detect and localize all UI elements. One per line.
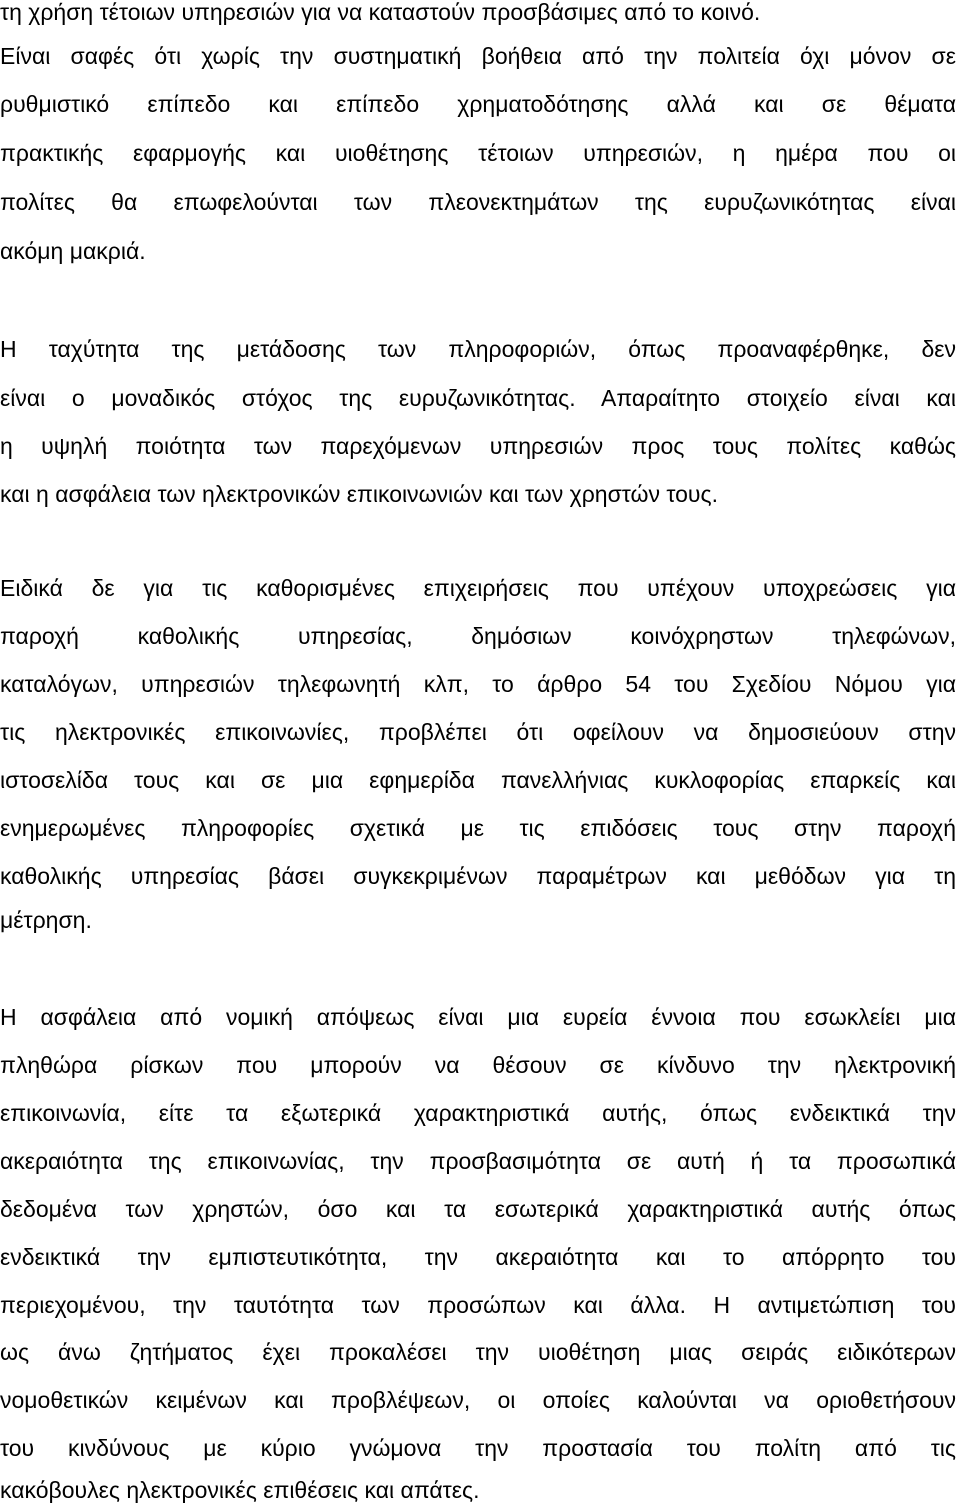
text-line: Ειδικά δε για τις καθορισμένες επιχειρήσεις που υπέχουν υποχρεώσεις για <box>0 575 956 601</box>
text-line: του κινδύνους με κύριο γνώμονα την προστασία του πολίτη από τις <box>0 1435 956 1461</box>
text-line: και η ασφάλεια των ηλεκτρονικών επικοινωνιών και των χρηστών τους. <box>0 481 718 507</box>
text-line: ως άνω ζητήματος έχει προκαλέσει την υιοθέτηση μιας σειράς ειδικότερων <box>0 1339 956 1365</box>
text-line: επικοινωνία, είτε τα εξωτερικά χαρακτηριστικά αυτής, όπως ενδεικτικά την <box>0 1100 956 1126</box>
text-line: Η ταχύτητα της μετάδοσης των πληροφοριών, όπως προαναφέρθηκε, δεν <box>0 336 956 362</box>
text-line: ιστοσελίδα τους και σε μια εφημερίδα πανελλήνιας κυκλοφορίας επαρκείς και <box>0 767 956 793</box>
text-line: περιεχομένου, την ταυτότητα των προσώπων και άλλα. Η αντιμετώπιση του <box>0 1292 956 1318</box>
text-line: πρακτικής εφαρμογής και υιοθέτησης τέτοιων υπηρεσιών, η ημέρα που οι <box>0 140 956 166</box>
text-line: Είναι σαφές ότι χωρίς την συστηματική βοήθεια από την πολιτεία όχι μόνον σε <box>0 43 956 69</box>
text-line: παροχή καθολικής υπηρεσίας, δημόσιων κοινόχρηστων τηλεφώνων, <box>0 623 956 649</box>
text-line: τις ηλεκτρονικές επικοινωνίες, προβλέπει ότι οφείλουν να δημοσιεύουν στην <box>0 719 956 745</box>
text-line: κακόβουλες ηλεκτρονικές επιθέσεις και απάτες. <box>0 1477 480 1503</box>
text-line: ενημερωμένες πληροφορίες σχετικά με τις επιδόσεις τους στην παροχή <box>0 815 956 841</box>
text-line: η υψηλή ποιότητα των παρεχόμενων υπηρεσιών προς τους πολίτες καθώς <box>0 433 956 459</box>
text-line: πολίτες θα επωφελούνται των πλεονεκτημάτων της ευρυζωνικότητας είναι <box>0 189 956 215</box>
text-line: πληθώρα ρίσκων που μπορούν να θέσουν σε κίνδυνο την ηλεκτρονική <box>0 1052 956 1078</box>
text-line: δεδομένα των χρηστών, όσο και τα εσωτερικά χαρακτηριστικά αυτής όπως <box>0 1196 956 1222</box>
text-line: Η ασφάλεια από νομική απόψεως είναι μια ευρεία έννοια που εσωκλείει μια <box>0 1004 956 1030</box>
text-line: νομοθετικών κειμένων και προβλέψεων, οι οποίες καλούνται να οριοθετήσουν <box>0 1387 956 1413</box>
text-line: ενδεικτικά την εμπιστευτικότητα, την ακεραιότητα και το απόρρητο του <box>0 1244 956 1270</box>
text-line: ακόμη μακριά. <box>0 238 146 264</box>
text-line: ακεραιότητα της επικοινωνίας, την προσβασιμότητα σε αυτή ή τα προσωπικά <box>0 1148 956 1174</box>
text-line: είναι ο μοναδικός στόχος της ευρυζωνικότητας. Απαραίτητο στοιχείο είναι και <box>0 385 956 411</box>
text-line: καταλόγων, υπηρεσιών τηλεφωνητή κλπ, το άρθρο 54 του Σχεδίου Νόμου για <box>0 671 956 697</box>
text-line: καθολικής υπηρεσίας βάσει συγκεκριμένων παραμέτρων και μεθόδων για τη <box>0 863 956 889</box>
text-line: ρυθμιστικό επίπεδο και επίπεδο χρηματοδότησης αλλά και σε θέματα <box>0 91 956 117</box>
text-line: τη χρήση τέτοιων υπηρεσιών για να καταστούν προσβάσιμες από το κοινό. <box>0 0 761 25</box>
text-line: μέτρηση. <box>0 907 92 933</box>
